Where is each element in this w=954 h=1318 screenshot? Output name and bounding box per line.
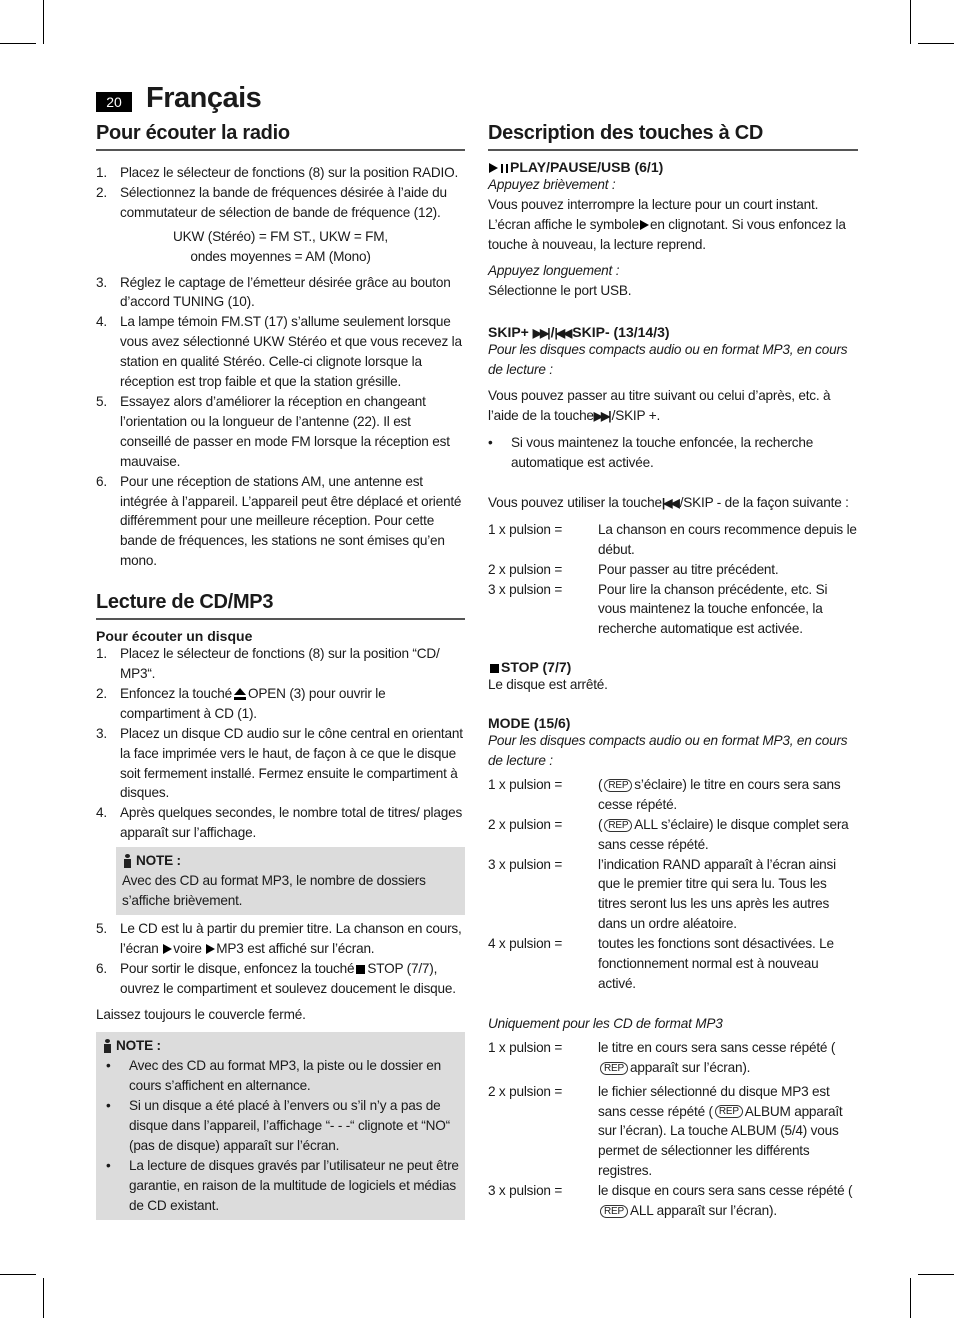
list-item: • La lecture de disques gravés par l’utilisateur ne peut être garantie, en raison de la multitude de logiciels et médias de CD existant.	[106, 1157, 459, 1213]
table-row: 2 x pulsion = Pour passer au titre précédent.	[488, 561, 779, 577]
crop-mark	[910, 0, 911, 44]
list-item: 6. Pour une réception de stations AM, une antenne est intégrée à l’appareil. L’appareil peut être déplacé et orienté différemment pour une meilleure réception. Pour cette bande de fréquences, les stations ne sont émises qu’en mono.	[96, 473, 462, 569]
note-box: NOTE : • Avec des CD au format MP3, la piste ou le dossier en cours s’affichent en alternance. • Si un disque a été placé à l’envers ou s’il n’y a pas de disque dans l’appareil, l’affichage “- - -“ clignote et “NO“ (pas de disque) apparaît sur l’écran. • La lecture de disques gravés par l’utilisateur ne peut être garantie, en raison de la multitude de logiciels et médias de CD existant.	[96, 1032, 465, 1219]
crop-mark	[43, 1278, 44, 1318]
stop-icon	[490, 664, 499, 673]
repeat-icon: REP	[604, 779, 632, 792]
crop-mark	[0, 43, 36, 44]
skip-prev-icon: |◀◀	[554, 326, 571, 341]
table-row: 1 x pulsion = le titre en cours sera sans cesse répété (REP apparaît sur l’écran).	[488, 1039, 836, 1075]
list-item: 6. Pour sortir le disque, enfoncez la touché STOP (7/7), ouvrez le compartiment et soulevez doucement le disque.	[96, 960, 456, 996]
play-icon	[206, 944, 215, 954]
crop-mark	[43, 0, 44, 44]
list-item: • Si un disque a été placé à l’envers ou s’il n’y a pas de disque dans l’appareil, l’affichage “- - -“ clignote et “NO“ (pas de disque) apparaît sur l’écran.	[106, 1098, 450, 1153]
skip-next-icon: ▶▶|	[593, 409, 610, 424]
table-row: 4 x pulsion = toutes les fonctions sont désactivées. Le fonctionnement normal est à nouveau activé.	[488, 936, 834, 991]
info-icon	[122, 854, 132, 868]
list-item: 2. Sélectionnez la bande de fréquences désirée à l’aide du commutateur de sélection de bande de fréquence (12).	[96, 184, 447, 220]
cd-subheading: Pour écouter un disque	[96, 628, 253, 645]
list-item: 5. Essayez alors d’améliorer la réception en changeant l’orientation ou la longueur de l’antenne (22). Il est conseillé de passer en mode FM lorsque la réception est mauvaise.	[96, 393, 450, 469]
stop-title: STOP (7/7)	[488, 659, 858, 675]
list-item: 1. Placez le sélecteur de fonctions (8) sur la position “CD/ MP3“.	[96, 646, 440, 682]
table-row: 3 x pulsion = l’indication RAND apparaît à l’écran ainsi que le premier titre qui sera lu. Tous les titres seront lus les uns après les autres dans un ordre aléatoire.	[488, 856, 836, 932]
crop-mark	[918, 1274, 954, 1275]
page-title: Français	[146, 82, 262, 114]
crop-mark	[918, 43, 954, 44]
skip-title: SKIP+ ▶▶| /|◀◀ SKIP- (13/14/3)	[488, 324, 670, 341]
closing-text: Laissez toujours le couvercle fermé.	[96, 1006, 306, 1022]
page-number: 20	[96, 92, 132, 112]
crop-mark	[910, 1278, 911, 1318]
mode-title: MODE (15/6)	[488, 715, 571, 732]
table-row: 3 x pulsion = Pour lire la chanson précédente, etc. Si vous maintenez la touche enfoncée, la recherche automatique est activée.	[488, 581, 828, 637]
left-column	[96, 122, 465, 1220]
list-item: • Si vous maintenez la touche enfoncée, la recherche automatique est activée.	[488, 435, 814, 470]
list-item: 1. Placez le sélecteur de fonctions (8) sur la position RADIO.	[96, 165, 459, 180]
repeat-icon: REP	[600, 1205, 628, 1218]
cd-steps	[96, 644, 465, 1219]
crop-mark	[0, 1274, 36, 1275]
repeat-icon: REP	[715, 1105, 743, 1118]
table-row: 1 x pulsion = ( REP s’éclaire) le titre en cours sera sans cesse répété.	[488, 776, 841, 812]
pause-icon	[501, 164, 508, 173]
note-box: NOTE : Avec des CD au format MP3, le nombre de dossiers s’affiche brièvement.	[116, 847, 465, 915]
skip-prev-icon: |◀◀	[661, 495, 678, 510]
band-info: UKW (Stéréo) = FM ST., UKW = FM, ondes moyennes = AM (Mono)	[173, 228, 388, 264]
play-short-text: Vous pouvez interrompre la lecture pour un court instant. L’écran affiche le symbole en clignotant. Si vous enfoncez la touche à nouveau, la lecture reprend.	[488, 196, 846, 252]
stop-text: Le disque est arrêté.	[488, 677, 608, 693]
cd-heading: Lecture de CD/MP3	[96, 591, 465, 620]
repeat-icon: REP	[600, 1062, 628, 1075]
list-item: • Avec des CD au format MP3, la piste ou le dossier en cours s’affichent en alternance.	[106, 1058, 441, 1094]
radio-steps	[96, 163, 465, 571]
table-row: 2 x pulsion = ( REP ALL s’éclaire) le disque complet sera sans cesse répété.	[488, 816, 849, 852]
play-icon	[640, 220, 649, 230]
table-row: 2 x pulsion = le fichier sélectionné du disque MP3 est sans cesse répété ( REP ALBUM apparaît sur l’écran). La touche ALBUM (5/4) vous permet de sélectionner les différents registres.	[488, 1083, 843, 1179]
radio-heading: Pour écouter la radio	[96, 122, 465, 151]
list-item: 5. Le CD est lu à partir du premier titre. La chanson en cours, l’écran voire MP3 est affiché sur l’écran.	[96, 920, 462, 956]
list-item: 3. Placez un disque CD audio sur le cône central en orientant la face imprimée vers le haut, de façon à ce que le disque soit fermement installé. Fermez ensuite le compartiment à disques.	[96, 725, 463, 801]
skip-next-icon: ▶▶|	[532, 326, 549, 341]
list-item: 3. Réglez le captage de l’émetteur désirée grâce au bouton d’accord TUNING (10).	[96, 274, 451, 310]
play-icon	[489, 163, 498, 173]
list-item: 2. Enfoncez la touché OPEN (3) pour ouvrir le compartiment à CD (1).	[96, 685, 386, 721]
right-column: Description des touches à CD PLAY/PAUSE/USB (6/1) Appuyez brièvement : Vous pouvez interrompre la lecture pour un court instant. L’écran affiche le symbole en clignotant. Si vous enfoncez la touche à nouveau, la lecture reprend. Appuyez longuement : Sélectionne le port USB. SKIP+ ▶▶| /|◀◀ SKIP- (13/14/3) Pour les disques compacts audio ou en format MP3, en cours de lecture : Vous pouvez passer au titre suivant ou celui d’après, etc. à l’aide de la touche▶▶| /SKIP +. • Si vous maintenez la touche enfoncée, la recherche automatique est activée. Vous pouvez utiliser la touche|◀◀ /SKIP - de la façon suivante : 1 x pulsion = La chanson en cours recommence depuis le début. 2 x pulsion = Pour passer au titre précédent. 3 x pulsion = Pour lire la chanson précédente, etc. Si vous maintenez la touche enfoncée, la recherche automatique est activée. STOP (7/7) Le disque est arrêté. MODE (15/6) Pour les disques compacts audio ou en format MP3, en cours de lecture : 1 x pulsion = ( REP s’éclaire) le titre en cours sera sans cesse répété. 2 x pulsion = ( REP ALL s’éclaire) le disque complet sera sans cesse répété. 3 x pulsion = l’indication RAND apparaît à l’écran ainsi que le premier titre qui sera lu. Tous les titres seront lus les uns après les autres dans un ordre aléatoire. 4 x pulsion = toutes les fonctions sont désactivées. Le fonctionnement normal est à nouveau activé. Uniquement pour les CD de format MP3 1 x pulsion = le titre en cours sera sans cesse répété (REP apparaît sur l’écran). 2 x pulsion = le fichier sélectionné du disque MP3 est sans cesse répété ( REP ALBUM apparaît sur l’écran). La touche ALBUM (5/4) vous permet de sélectionner les différents registres. 3 x pulsion = le disque en cours sera sans cesse répété (REP ALL apparaît sur l’écran).	[488, 122, 858, 1221]
info-icon	[102, 1039, 112, 1053]
table-row: 3 x pulsion = le disque en cours sera sans cesse répété (REP ALL apparaît sur l’écran).	[488, 1183, 853, 1219]
stop-icon	[356, 965, 365, 974]
buttons-heading: Description des touches à CD	[488, 122, 858, 151]
play-icon	[163, 944, 172, 954]
table-row: 1 x pulsion = La chanson en cours recommence depuis le début.	[488, 521, 857, 557]
list-item: 4. La lampe témoin FM.ST (17) s’allume seulement lorsque vous avez sélectionné UKW Stéréo et que vous recevez la station en qualité Stéréo. Celle-ci clignote lorsque la réception est trop faible et que la station grésille.	[96, 314, 462, 390]
list-item: 4. Après quelques secondes, le nombre total de titres/ plages apparaît sur l’affichage.	[96, 805, 463, 841]
play-title: PLAY/PAUSE/USB (6/1)	[488, 159, 858, 175]
repeat-icon: REP	[604, 819, 632, 832]
eject-icon	[234, 688, 246, 700]
